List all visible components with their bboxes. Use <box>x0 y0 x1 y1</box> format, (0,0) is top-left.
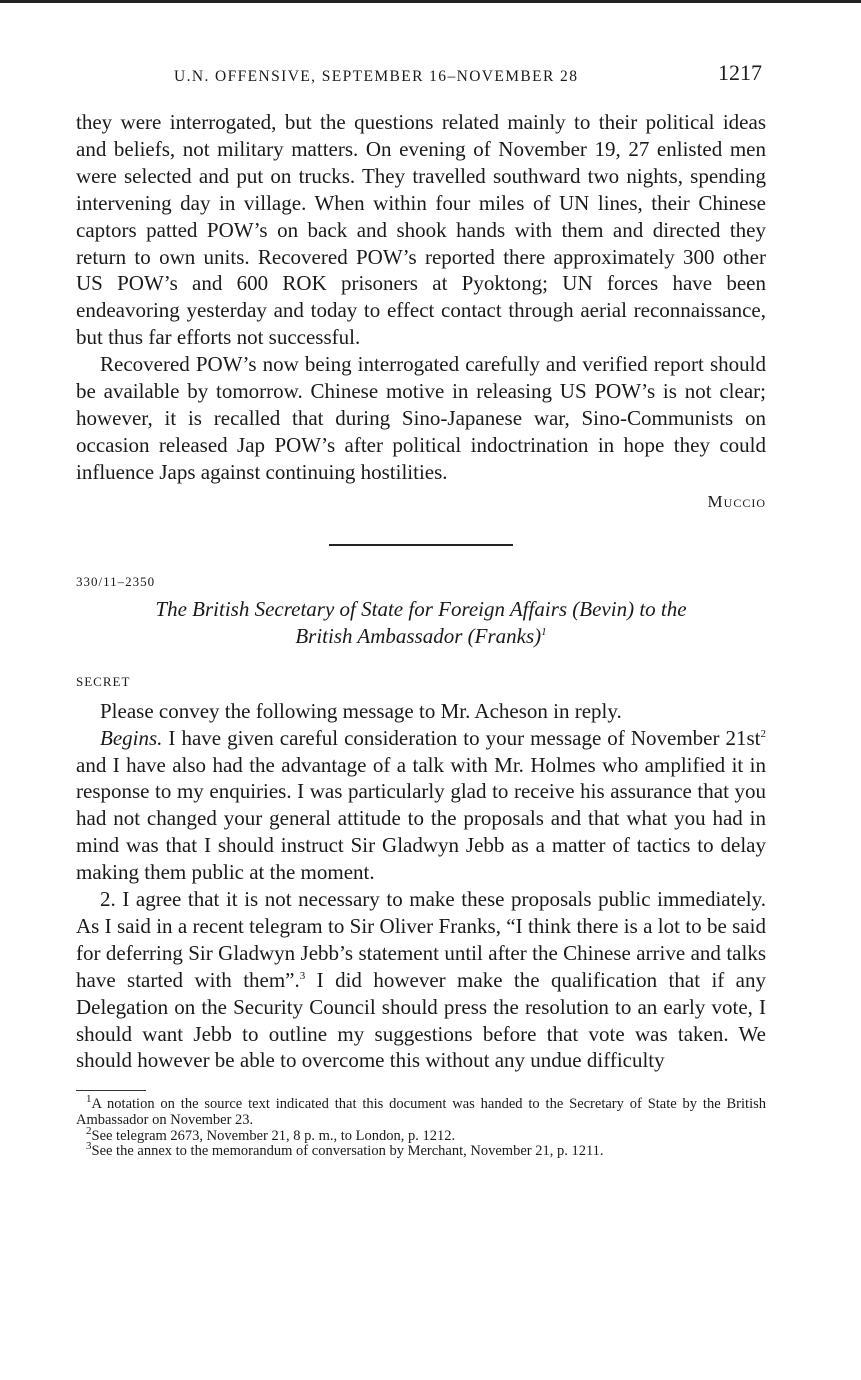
footnote-number: 2 <box>86 1124 92 1137</box>
footnote-marker: 3 <box>299 969 306 982</box>
page-number: 1217 <box>718 60 762 85</box>
footnote-number: 3 <box>86 1140 92 1153</box>
footnote <box>76 1124 766 1145</box>
body-text: 2. I agree that it is not necessary to make these proposals public immediately. As I said in a recent telegram to Sir Oliver Franks, “I think there is a lot to be said for deferring Sir Gladwyn Jebb’s statement until after the Chinese arrive and talks have started with them”. <box>76 887 766 992</box>
footnote-marker: 2 <box>760 727 766 740</box>
footnotes <box>76 1093 766 1160</box>
body-paragraph <box>76 886 766 1074</box>
section-divider <box>329 544 513 546</box>
body-text: I did however make the qualification that if any Delegation on the Security Council should press the resolution to an early vote, I should want Jebb to outline my suggestions before that vote was taken. We should however be able to overcome this without any undue difficulty <box>76 967 767 1073</box>
body-text: and I have also had the advantage of a talk with Mr. Holmes who amplified it in response to my enquiries. I was particularly glad to receive his assurance that you had not changed your general attitude to the proposals and that what you had in mind was that I should instruct Sir Gladwyn Jebb as a matter of tactics to delay making them public at the moment. <box>76 752 766 885</box>
body-paragraph: Please convey the following message to Mr. Acheson in reply. <box>100 698 622 723</box>
page-content <box>76 58 766 1160</box>
document-title-line1: The British Secretary of State for Foreign Affairs (Bevin) to the <box>155 596 687 621</box>
body-text: I have given careful consideration to your message of November 21st <box>162 725 761 750</box>
running-head-title: U.N. OFFENSIVE, SEPTEMBER 16–NOVEMBER 28 <box>174 68 579 85</box>
footnote-text: A notation on the source text indicated that this document was handed to the Secretary of State by the British Ambassador on November 23. <box>76 1096 766 1128</box>
document-header <box>76 574 766 690</box>
top-border-rule <box>0 0 861 3</box>
footnote-number: 1 <box>86 1093 92 1106</box>
footnote-text: See the annex to the memorandum of conversation by Merchant, November 21, p. 1211. <box>91 1143 604 1160</box>
signature: Muccio <box>707 491 766 511</box>
body-paragraph: Recovered POW’s now being interrogated carefully and verified report should be available by tomorrow. Chinese motive in releasing US POW’s is not clear; however, it is recalled that during Sino-Japanese war, Sino-Communists on occasion released Jap POW’s after political indoctrination in hope they could influence Japs against continuing hostilities. <box>76 352 766 484</box>
file-number: 330/11–2350 <box>76 573 156 589</box>
classification-label: SECRET <box>76 673 131 689</box>
footnote-marker: 1 <box>541 625 547 638</box>
body-paragraph <box>76 725 766 886</box>
footnote-rule <box>76 1090 146 1091</box>
document-body <box>76 698 766 1075</box>
footnote <box>76 1140 766 1160</box>
document-title <box>76 596 766 650</box>
continuation-paragraph: they were interrogated, but the questions related mainly to their political ideas and beliefs, not military matters. On evening of November 19, 27 enlisted men were selected and put on trucks. They travelled southward two nights, spending intervening day in village. When within four miles of UN lines, their Chinese captors patted POW’s on back and shook hands with them and directed they return to own units. Recovered POW’s reported there approximately 300 other US POW’s and 600 ROK prisoners at Pyoktong; UN forces have been endeavoring yesterday and today to effect contact through aerial reconnaissance, but thus far efforts not successful. <box>76 110 766 350</box>
running-head <box>76 58 766 90</box>
previous-document <box>76 109 766 512</box>
begins-label: Begins. <box>100 725 163 750</box>
footnote <box>76 1093 766 1128</box>
document-title-line2: British Ambassador (Franks) <box>295 623 542 648</box>
footnote-text: See telegram 2673, November 21, 8 p. m., to London, p. 1212. <box>91 1127 456 1144</box>
